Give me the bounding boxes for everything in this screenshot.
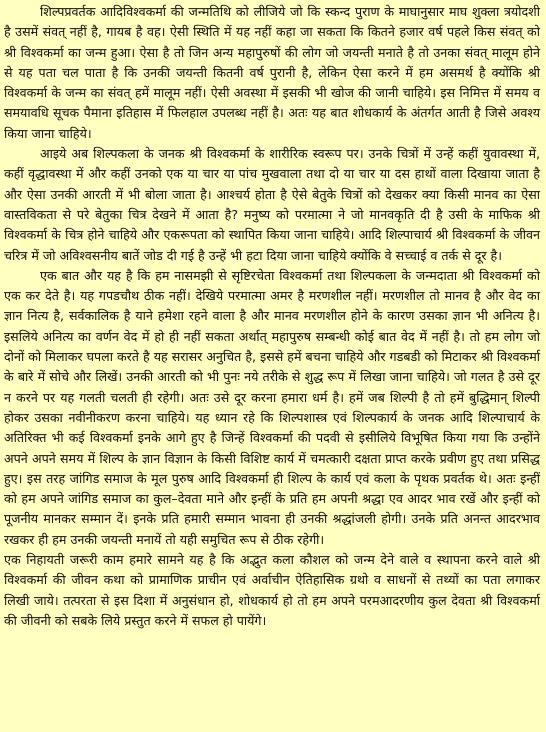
- paragraph-birth-date: शिल्पप्रवर्तक आदिविश्वकर्मा की जन्मतिथि को लीजिये जो कि स्कन्द पुराण के माघानुसार माघ शुक्ला त्रयोदशी है उसमें संवत्‌ नहीं है, गायब है वह। ऐसी स्थिति में यह नहीं कहा जा सकता कि कितने हजार वर्ष पहले किस संवत्‌ को श्री विश्वकर्मा का जन्म हुआ। ऐसा है तो जिन अन्य महापुरुषों की लोग जो जयन्ती मनाते है तो उनका संवत्‌ मालूम होने से यह पता चल पाता है कि उनकी जयन्ती कितनी वर्ष पुरानी है, लेकिन ऐसा करने में हम असमर्थ है क्योंकि श्री विश्वकर्मा के जन्म का संवत्‌ हमें मालूम नहीं। ऐसी अवस्था में इसकी भी खोज की जानी चाहिये। इस निमित्त में समय व समयावधि सूचक पैमाना इतिहास में फिलहाल उपलब्ध नहीं है। अतः यह बात शोधकार्य के अंतर्गत आती है जिसे अवश्य किया जाना चाहिये।: [4, 4, 540, 141]
- paragraph-research-need: एक निहायती जरूरी काम हमारे सामने यह है कि अद्भुत कला कौशल को जन्म देने वाले व स्थापना करने वाले श्री विश्वकर्मा की जीवन कथा को प्रामाणिक प्राचीन एवं अर्वाचीन ऐतिहासिक ग्रथो व साधनों से तथ्यों का पता लगाकर लिखी जाये। तत्परता से इस दिशा में अनुसंधान हो, शोधकार्य हो तो हम अपने परमआदरणीय कुल देवता श्री विश्वकर्मा की जीवनी को सबके लिये प्रस्तुत करने में सफल हो पायेंगे।: [4, 552, 540, 628]
- paragraph-confusion: एक बात और यह है कि हम नासमझी से सृष्टिरचेता विश्वकर्मा तथा शिल्पकला के जन्मदाता श्री विश्वकर्मा को एक कर देते है। यह गपडचौथ ठीक नहीं। देखिये परमात्मा अमर है मरणशील नहीं। मरणशील तो मानव है और वेद का ज्ञान नित्य है, सर्वकालिक है याने हमेशा रहने वाला है और मानव मरणशील होने के कारण उसका ज्ञान भी अनित्य है। इसलिये अनित्य का वर्णन वेद में हो ही नहीं सकता अर्थात्‌ महापुरुष सम्बन्धी कोई बात वेद में नहीं है। तो हम लोग जो दोनों को मिलाकर घपला करते है यह सरासर अनुचित है, इससे हमें बचना चाहिये और गडबडी को मिटाकर श्री विश्वकर्मा के बारे में सोचे और लिखें। उनकी आरती को भी पुनः नये तरीके से शुद्ध रूप में लिखा जाना चाहिये। जो गलत है उसे दूर न करने पर यह गलती चलती ही रहेगी। अतः उसे दूर करना हमारा धर्म है। हमें जब शिल्पी है तो हमें बुद्धिमान्‌ शिल्पी होकर उसका नवीनीकरण करना चाहिये। यह ध्यान रहे कि शिल्पशास्त्र एवं शिल्पकार्य के जनक आदि शिल्पाचार्य के अतिरिक्त भी कई विश्वकर्मा इनके आगे हुए है जिन्हें विश्वकर्मा की पदवी से इसीलिये विभूषित किया गया कि उन्होंने अपने अपने समय में शिल्प के ज्ञान विज्ञान के किसी विशिष्ट कार्य में चमत्कारी दक्षता प्राप्त करके प्रवीण हुए तथा प्रसिद्ध हुए। इस तरह जांगिड समाज के मूल पुरुष आदि विश्वकर्मा ही शिल्प के कार्य एवं कला के पृथक प्रवर्तक थे। अतः इन्हीं को हम अपने जांगिड समाज का कुल–देवता माने और इन्हीं के प्रति हम अपनी श्रद्धा एव आदर भाव रखें और इन्हीं को पूजनीय मानकर सम्मान दें। इनके प्रति हमारी सम्मान भावना ही उनकी श्रद्धांजली होगी। उनके प्रति अनन्त आदरभाव रखकर ही हम उनकी जयन्ती मनायें तो यही समुचित रूप से ठीक रहेगी।: [4, 267, 540, 547]
- paragraph-physical-form: आइये अब शिल्पकला के जनक श्री विश्वकर्मा के शारीरिक स्वरूप पर। उनके चित्रों में उन्हें कहीं युवावस्था में, कहीं वृद्धावस्था में और कहीं उनको एक या चार या पांच मुखवाला तथा दो या चार या दस हाथों वाला दिखाया जाता है और ऐसा उनकी आरती में भी बोला जाता है। आश्चर्य होता है ऐसे बेतुके चित्रों को देखकर क्या किसी मानव का ऐसा वास्तविकता से परे बेतुका चित्र देखने में आता है? मनुष्य को परमात्मा ने जो मानवकृति दी है उसी के माफिक श्री विश्वकर्मा के चित्र होने चाहिये और एकरूपता को स्थापित किया जाना चाहिये। आदि शिल्पाचार्य श्री विश्वकर्मा के जीवन चरित्र में जो अविश्वसनीय बातें जोड दी गई है उन्हें भी हटा दिया जाना चाहिये क्योंकि वे सच्चाई व तर्क से दूर है।: [4, 146, 540, 263]
